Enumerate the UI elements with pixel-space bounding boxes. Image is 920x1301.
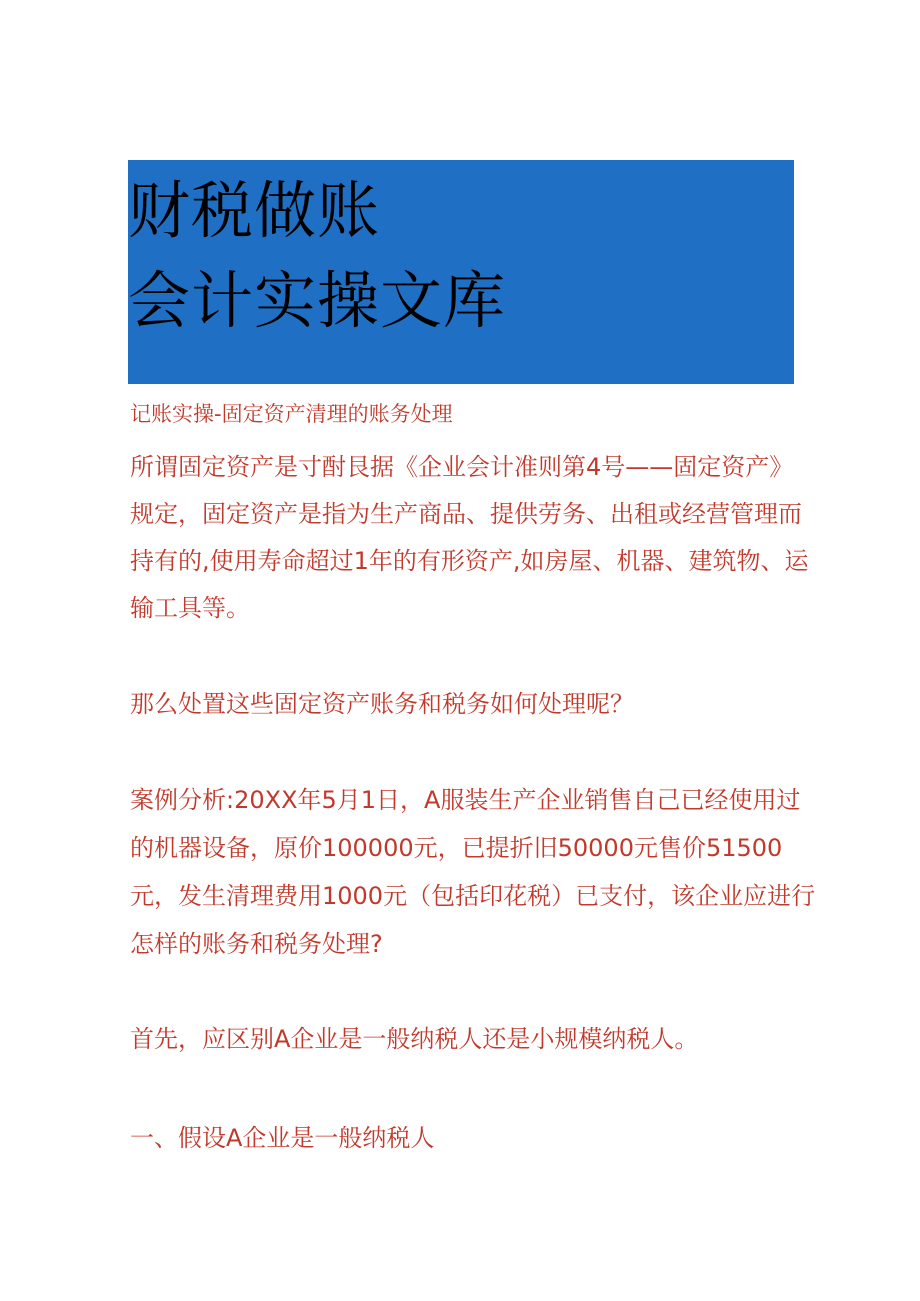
paragraph-line: 规定，固定资产是指为生产商品、提供劳务、出租或经营管理而: [130, 500, 802, 528]
question-text: 那么处置这些固定资产账务和税务如何处理呢？: [130, 690, 634, 718]
case-line: 元，发生清理费用1000元（包括印花税）已支付，该企业应进行: [130, 882, 816, 910]
paragraph-line: 输工具等。: [130, 594, 250, 622]
banner-title-line-1: 财税做账: [128, 174, 381, 247]
case-line: 怎样的账务和税务处理?: [130, 930, 383, 958]
case-line: 案例分析:20XX年5月1日，A服装生产企业销售自己已经使用过: [130, 786, 801, 814]
section-heading: 一、假设A企业是一般纳税人: [130, 1124, 435, 1152]
banner-title-line-2: 会计实操文库: [128, 264, 507, 337]
paragraph-line: 所谓固定资产是寸酎艮据《企业会计准则第4号——固定资产》: [130, 453, 794, 481]
first-statement: 首先，应区别A企业是一般纳税人还是小规模纳税人。: [130, 1025, 699, 1053]
paragraph-line: 持有的,使用寿命超过1年的有形资产,如房屋、机器、建筑物、运: [130, 547, 809, 575]
case-line: 的机器设备，原价100000元，已提折旧50000元售价51500: [130, 834, 783, 862]
article-subtitle: 记账实操-固定资产清理的账务处理: [130, 402, 453, 426]
